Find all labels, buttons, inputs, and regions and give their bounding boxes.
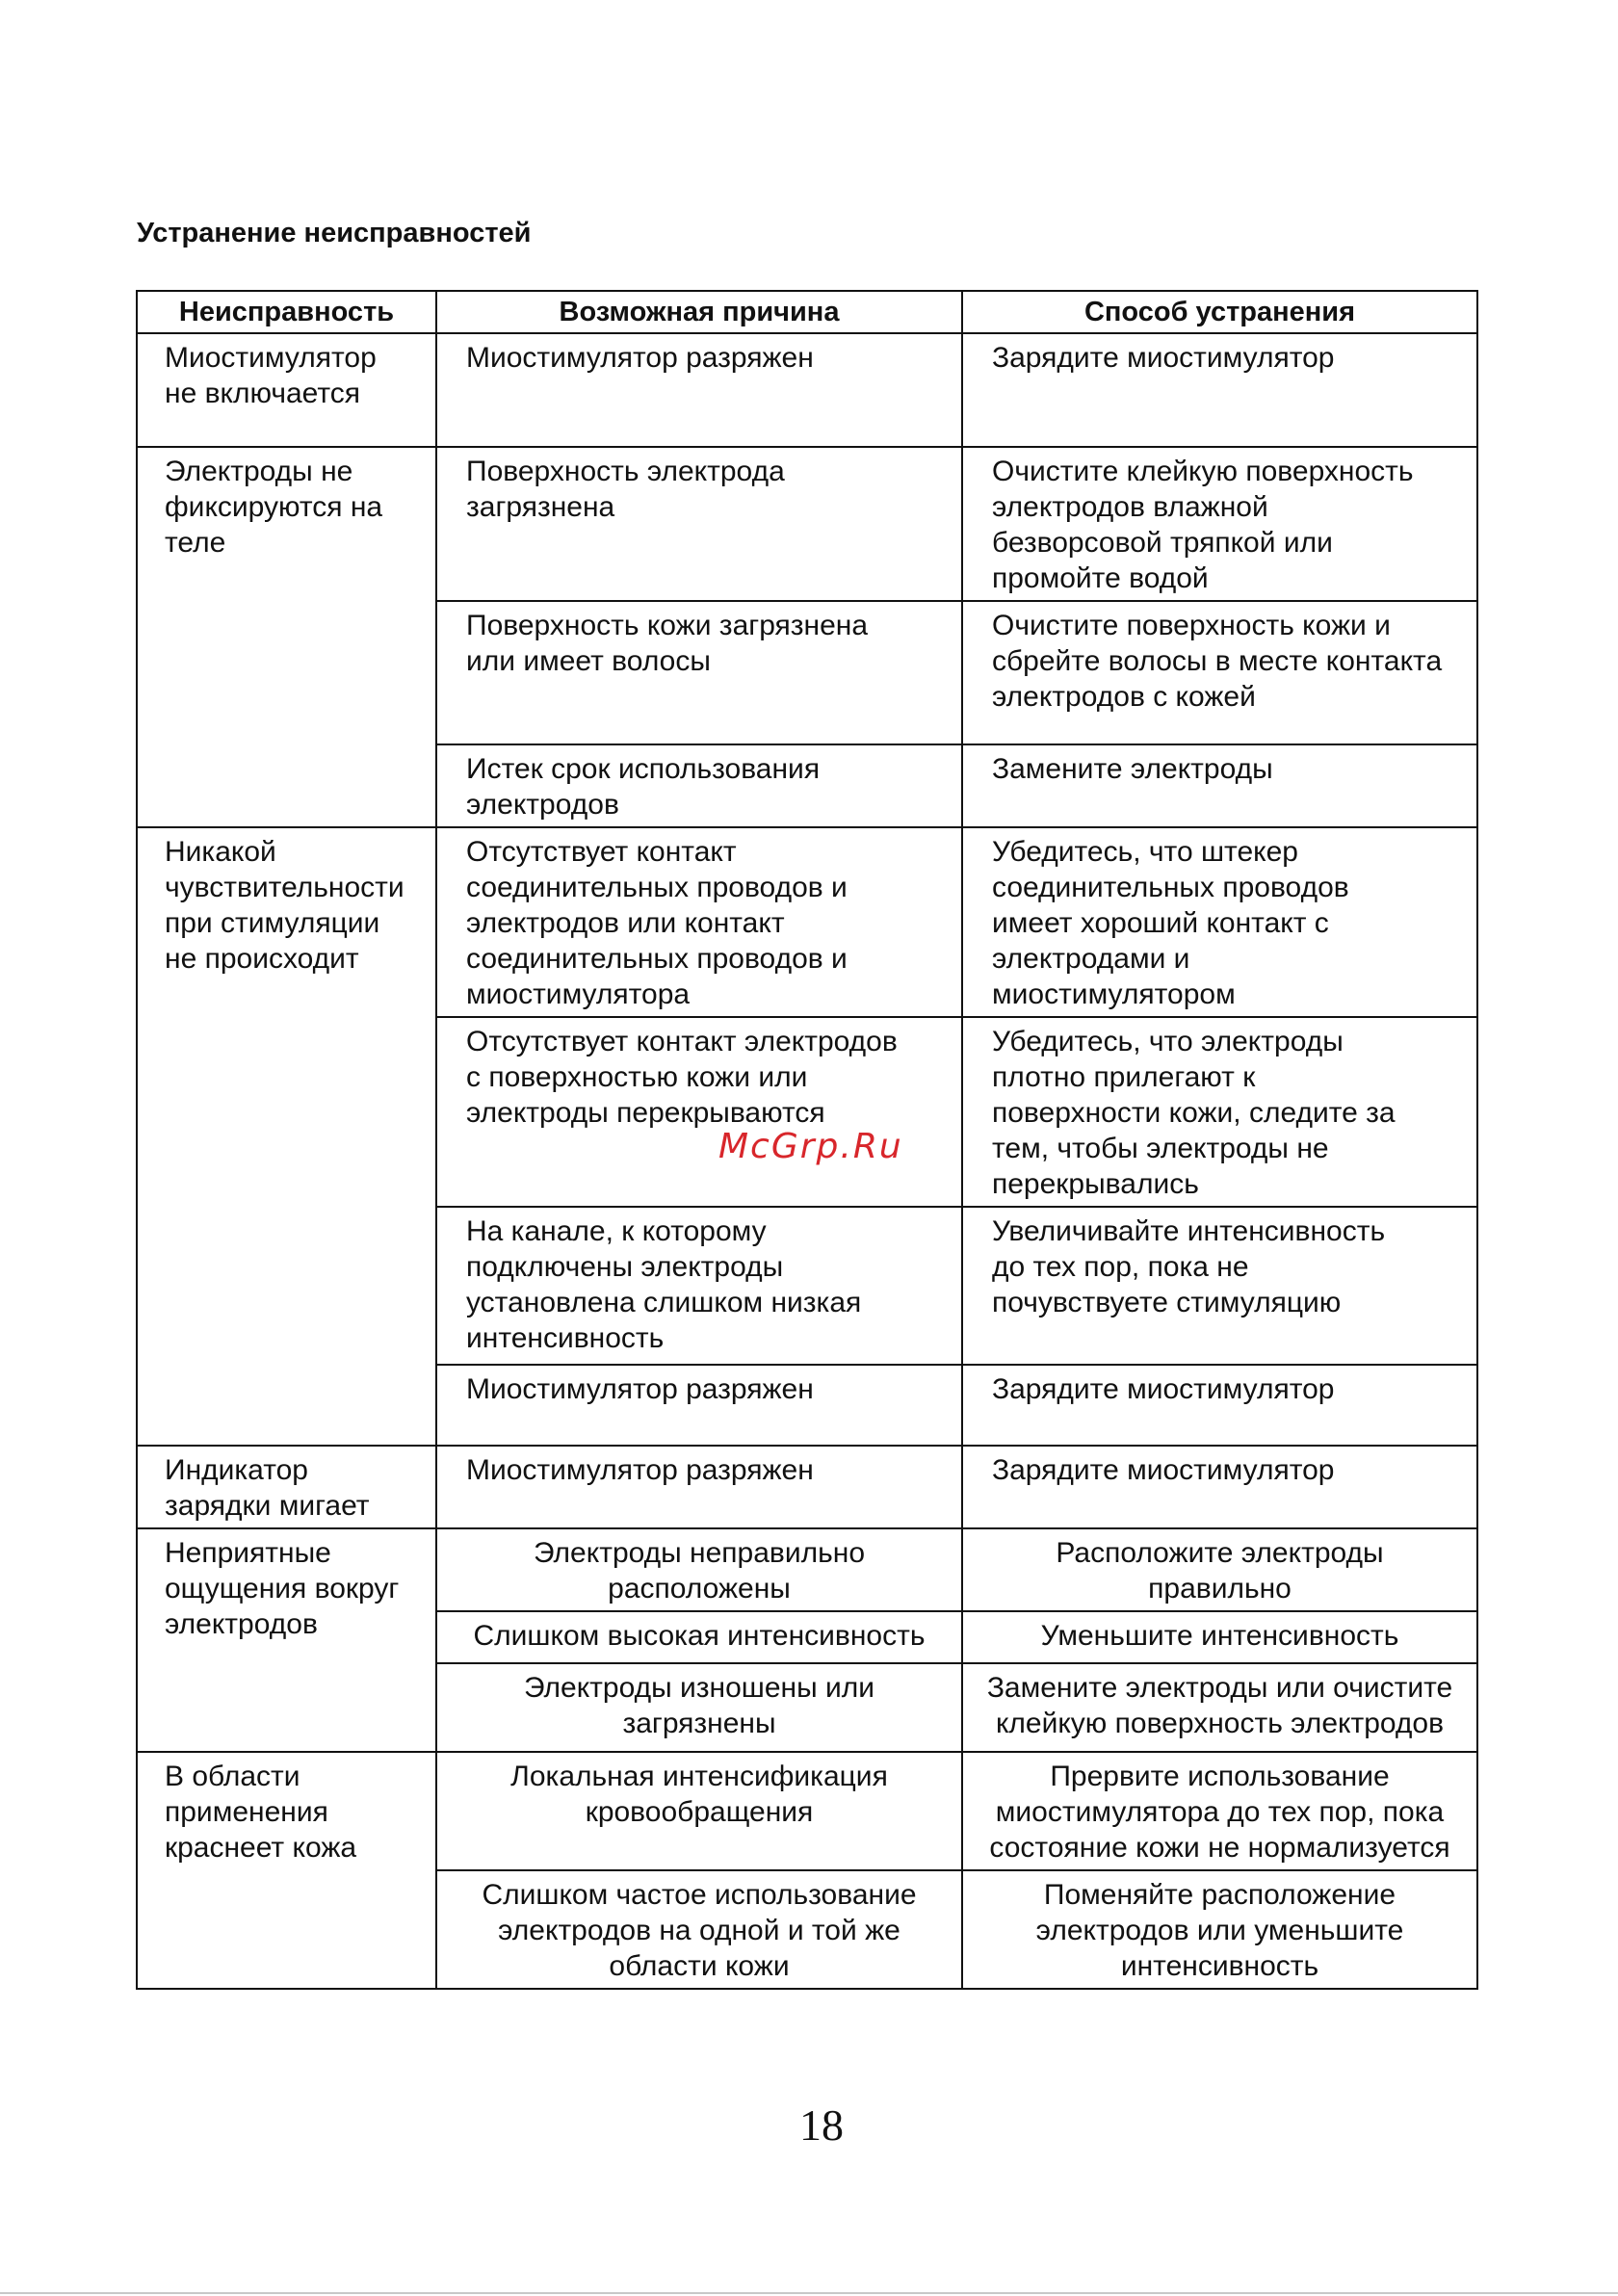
remedy-cell — [962, 1017, 1477, 1207]
fault-text: Неприятные ощущения вокруг электродов — [165, 1537, 400, 1640]
cause-text: Отсутствует контакт соединительных проводов и электродов или контакт соединительных проводов и миостимулятора — [466, 836, 848, 1010]
cause-cell — [436, 744, 962, 827]
fault-text: Никакой чувствительности при стимуляции не происходит — [165, 836, 404, 975]
remedy-cell — [962, 333, 1477, 447]
cause-cell — [436, 601, 962, 744]
header-remedy: Способ устранения — [962, 291, 1477, 333]
cause-text: Слишком частое использование электродов на одной и той же области кожи — [482, 1879, 917, 1982]
remedy-text: Очистите клейкую поверхность электродов влажной безворсовой тряпкой или промойте водой — [992, 456, 1414, 594]
cause-text: Электроды неправильно расположены — [533, 1537, 866, 1605]
remedy-text: Расположите электроды правильно — [1056, 1537, 1384, 1605]
fault-cell — [137, 1446, 436, 1528]
remedy-cell — [962, 1207, 1477, 1365]
fault-cell — [137, 333, 436, 447]
remedy-text: Уменьшите интенсивность — [1040, 1620, 1399, 1652]
cause-text: Отсутствует контакт электродов с поверхностью кожи или электроды перекрываются — [466, 1026, 898, 1129]
remedy-text: Прервите использование миостимулятора до тех пор, пока состояние кожи не нормализуется — [989, 1761, 1450, 1864]
cause-text: Миостимулятор разряжен — [466, 1454, 814, 1486]
remedy-cell — [962, 827, 1477, 1017]
cause-cell — [436, 447, 962, 601]
cause-cell — [436, 1017, 962, 1207]
remedy-cell — [962, 1611, 1477, 1663]
cause-cell — [436, 1663, 962, 1752]
cause-cell — [436, 1365, 962, 1446]
fault-cell — [137, 1528, 436, 1752]
table-row — [137, 827, 1477, 1017]
remedy-text: Замените электроды — [992, 753, 1273, 785]
remedy-text: Замените электроды или очистите клейкую поверхность электродов — [986, 1672, 1453, 1739]
cause-cell — [436, 1611, 962, 1663]
remedy-cell — [962, 744, 1477, 827]
header-fault: Неисправность — [137, 291, 436, 333]
fault-text: Электроды не фиксируются на теле — [165, 456, 383, 559]
fault-cell — [137, 447, 436, 827]
table-row — [137, 1528, 1477, 1611]
remedy-text: Зарядите миостимулятор — [992, 342, 1335, 374]
remedy-cell — [962, 601, 1477, 744]
remedy-text: Зарядите миостимулятор — [992, 1373, 1335, 1405]
remedy-text: Убедитесь, что электроды плотно прилегают к поверхности кожи, следите за тем, чтобы электроды не перекрывались — [992, 1026, 1396, 1200]
cause-cell — [436, 1446, 962, 1528]
cause-text: Поверхность кожи загрязнена или имеет волосы — [466, 610, 869, 677]
fault-cell — [137, 1752, 436, 1989]
fault-text: Индикатор зарядки мигает — [165, 1454, 370, 1522]
cause-text: Электроды изношены или загрязнены — [523, 1672, 875, 1739]
remedy-text: Увеличивайте интенсивность до тех пор, пока не почувствуете стимуляцию — [992, 1215, 1386, 1318]
cause-text: Слишком высокая интенсивность — [473, 1620, 926, 1652]
header-cause: Возможная причина — [436, 291, 962, 333]
remedy-cell — [962, 1365, 1477, 1446]
cause-cell — [436, 1528, 962, 1611]
remedy-text: Убедитесь, что штекер соединительных проводов имеет хороший контакт с электродами и миостимулятором — [992, 836, 1349, 1010]
watermark: McGrp.Ru — [718, 1127, 903, 1166]
remedy-cell — [962, 1752, 1477, 1870]
remedy-cell — [962, 1528, 1477, 1611]
remedy-text: Очистите поверхность кожи и сбрейте волосы в месте контакта электродов с кожей — [992, 610, 1443, 713]
remedy-cell — [962, 447, 1477, 601]
cause-cell — [436, 1870, 962, 1989]
page-number: 18 — [799, 2100, 844, 2150]
fault-text: В области применения краснеет кожа — [165, 1761, 357, 1864]
cause-text: Миостимулятор разряжен — [466, 342, 814, 374]
cause-text: Поверхность электрода загрязнена — [466, 456, 785, 523]
table-row — [137, 1446, 1477, 1528]
table-header-row — [137, 291, 1477, 333]
remedy-text: Зарядите миостимулятор — [992, 1454, 1335, 1486]
bottom-divider — [0, 2292, 1618, 2294]
remedy-cell — [962, 1663, 1477, 1752]
cause-text: Миостимулятор разряжен — [466, 1373, 814, 1405]
page-title: Устранение неисправностей — [137, 218, 532, 248]
cause-text: Локальная интенсификация кровообращения — [510, 1761, 888, 1828]
table-row — [137, 447, 1477, 601]
remedy-cell — [962, 1870, 1477, 1989]
cause-text: Истек срок использования электродов — [466, 753, 821, 821]
cause-cell — [436, 1207, 962, 1365]
cause-cell — [436, 333, 962, 447]
table-row — [137, 1752, 1477, 1870]
remedy-cell — [962, 1446, 1477, 1528]
fault-cell — [137, 827, 436, 1446]
table-row — [137, 333, 1477, 447]
cause-cell — [436, 1752, 962, 1870]
fault-text: Миостимулятор не включается — [165, 342, 377, 409]
remedy-text: Поменяйте расположение электродов или уменьшите интенсивность — [1035, 1879, 1404, 1982]
cause-cell — [436, 827, 962, 1017]
cause-text: На канале, к которому подключены электроды установлена слишком низкая интенсивность — [466, 1215, 862, 1354]
